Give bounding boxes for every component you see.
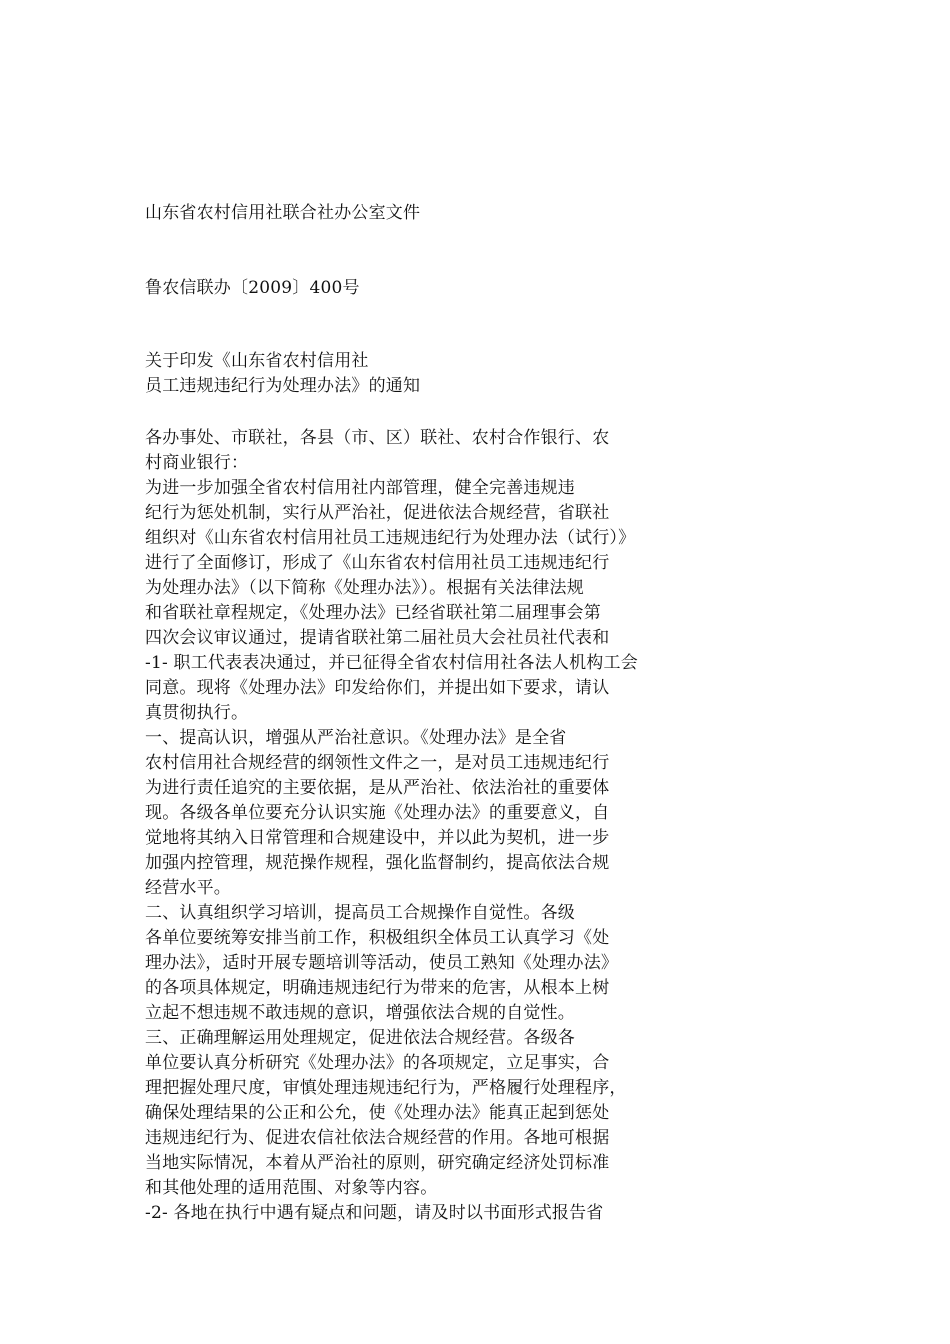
body-line: 各单位要统筹安排当前工作，积极组织全体员工认真学习《处 (145, 928, 610, 948)
body-line-with-page-marker: -2- 各地在执行中遇有疑点和问题，请及时以书面形式报告省 (145, 1203, 604, 1223)
body-line: 为进行责任追究的主要依据，是从严治社、依法治社的重要体 (145, 778, 610, 798)
body-line-with-page-marker: -1- 职工代表表决通过，并已征得全省农村信用社各法人机构工会 (145, 653, 638, 673)
body-line: 立起不想违规不敢违规的意识，增强依法合规的自觉性。 (145, 1003, 575, 1023)
body-line: 同意。现将《处理办法》印发给你们，并提出如下要求，请认 (145, 678, 610, 698)
body-line: 组织对《山东省农村信用社员工违规违纪行为处理办法（试行）》 (145, 528, 636, 548)
body-line: 当地实际情况，本着从严治社的原则，研究确定经济处罚标准 (145, 1153, 610, 1173)
body-line: 理办法》，适时开展专题培训等活动，使员工熟知《处理办法》 (145, 953, 619, 973)
body-line: 纪行为惩处机制，实行从严治社，促进依法合规经营，省联社 (145, 503, 610, 523)
body-line: 单位要认真分析研究《处理办法》的各项规定，立足事实，合 (145, 1053, 610, 1073)
body-line: 违规违纪行为、促进农信社依法合规经营的作用。各地可根据 (145, 1128, 610, 1148)
body-line: 确保处理结果的公正和公允，使《处理办法》能真正起到惩处 (145, 1103, 610, 1123)
body-line: 和省联社章程规定，《处理办法》已经省联社第二届理事会第 (145, 603, 601, 623)
body-line: 觉地将其纳入日常管理和合规建设中，并以此为契机，进一步 (145, 828, 610, 848)
body-line: 四次会议审议通过，提请省联社第二届社员大会社员社代表和 (145, 628, 610, 648)
doc-number: 鲁农信联办〔2009〕400号 (145, 278, 360, 298)
body-line: 理把握处理尺度，审慎处理违规违纪行为，严格履行处理程序， (145, 1078, 627, 1098)
subject-line-2: 员工违规违纪行为处理办法》的通知 (145, 376, 421, 396)
section-heading: 三、正确理解运用处理规定，促进依法合规经营。各级各 (145, 1028, 575, 1048)
body-line: 农村信用社合规经营的纲领性文件之一，是对员工违规违纪行 (145, 753, 610, 773)
body-line: 的各项具体规定，明确违规违纪行为带来的危害，从根本上树 (145, 978, 610, 998)
body-line: 真贯彻执行。 (145, 703, 249, 723)
body-line: 现。各级各单位要充分认识实施《处理办法》的重要意义，自 (145, 803, 610, 823)
body-line: 为进一步加强全省农村信用社内部管理，健全完善违规违 (145, 478, 575, 498)
body-line: 村商业银行： (145, 453, 249, 473)
body-line: 为处理办法》（以下简称《处理办法》）。根据有关法律法规 (145, 578, 584, 598)
section-heading: 二、认真组织学习培训，提高员工合规操作自觉性。各级 (145, 903, 575, 923)
body-line: 和其他处理的适用范围、对象等内容。 (145, 1178, 438, 1198)
body-line: 经营水平。 (145, 878, 231, 898)
body-line: 各办事处、市联社，各县（市、区）联社、农村合作银行、农 (145, 428, 610, 448)
org-title: 山东省农村信用社联合社办公室文件 (145, 203, 421, 223)
section-heading: 一、提高认识，增强从严治社意识。《处理办法》是全省 (145, 728, 567, 748)
subject-line-1: 关于印发《山东省农村信用社 (145, 351, 369, 371)
body-line: 加强内控管理，规范操作规程，强化监督制约，提高依法合规 (145, 853, 610, 873)
body-line: 进行了全面修订，形成了《山东省农村信用社员工违规违纪行 (145, 553, 610, 573)
